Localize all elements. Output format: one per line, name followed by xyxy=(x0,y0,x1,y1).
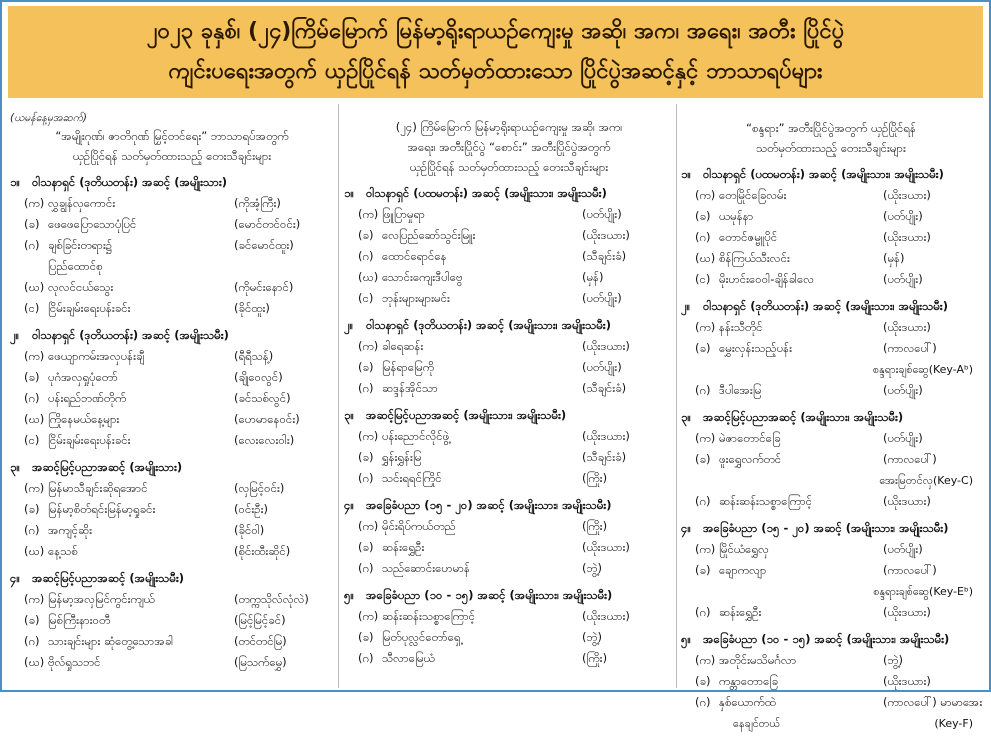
column-2 xyxy=(344,117,674,675)
song-title: မြန်မာ့စိတ်ရင်းမြန်မာ့ရှုခင်း xyxy=(48,502,156,516)
item-label: (ခ) xyxy=(695,674,711,688)
song-title: ဆဒ္ဒန်အိုင်သာ xyxy=(382,381,438,395)
music-scale: (သီချင်းခံ) xyxy=(582,249,627,263)
list-item xyxy=(10,256,334,277)
section-title: အခြေခံပညာ (၁၅ - ၂၀) အဆင့် (အမျိုးသား၊ အမျိုးသမီး) xyxy=(366,498,612,512)
item-label: (က) xyxy=(695,320,716,334)
item-label: (ဃ) xyxy=(24,412,45,426)
song-title: မဲဇာတောင်ခြေ xyxy=(719,431,781,445)
item-label: (ဂ) xyxy=(695,695,711,709)
music-scale: (ဝင်းဦး) xyxy=(234,502,269,516)
music-scale: (ယိုးဒယား) xyxy=(883,494,931,508)
item-label: (င) xyxy=(695,272,711,286)
item-label: (က) xyxy=(695,188,716,202)
music-scale: (ကာလပေါ်) xyxy=(883,563,937,577)
section-heading xyxy=(681,296,981,317)
music-scale: (မြင့်မြင့်ခင်) xyxy=(234,613,286,627)
list-item xyxy=(344,267,674,288)
song-title: ဖေယျာကမ်းအလှပန်းချီ xyxy=(48,349,145,363)
music-scale: (ကာလပေါ်) xyxy=(883,452,937,466)
column-divider xyxy=(676,104,677,688)
list-item xyxy=(10,298,334,319)
award-note: အေးမြတင်လှ(Key-C) xyxy=(879,474,973,487)
song-title: မြန်မာ့အလှမြင်ကွင်းကျယ် xyxy=(48,592,155,606)
song-title: နှစ်ယောက်ထဲ xyxy=(719,695,776,709)
song-title: ဗိုလ်ရှုသဘင် xyxy=(48,655,101,669)
intro-line: (၂၄) ကြိမ်မြောက် မြန်မာ့ရိုးရာယဉ်ကျေးမှု အဆို၊ အက၊ xyxy=(395,120,623,134)
music-scale: (ပတ်ပျိုး) xyxy=(582,360,622,374)
song-title: ပန်းညောင်လိုင်ဖွဲ့ xyxy=(382,429,450,443)
music-scale: (ယိုးဒယား) xyxy=(582,540,630,554)
column-1 xyxy=(10,108,334,679)
list-item xyxy=(10,499,334,520)
list-item xyxy=(681,428,981,449)
music-scale: (ဘွဲ့) xyxy=(883,653,904,667)
song-title: ဒီပါအေးမြ xyxy=(719,383,762,397)
award-key: (Key-F) xyxy=(934,717,973,730)
column-divider xyxy=(338,104,339,688)
item-label: (က) xyxy=(24,481,45,495)
section-title: အဆင့်မြင့်ပညာအဆင့် (အမျိုးသား၊ အမျိုးသမီး) xyxy=(703,410,904,424)
music-scale: (ကြိုး) xyxy=(582,519,608,533)
list-item xyxy=(681,248,981,269)
music-scale: (သီချင်းခံ) xyxy=(582,450,627,464)
item-label: (ခ) xyxy=(358,228,374,242)
music-scale: (ပတ်ပျိုး) xyxy=(883,383,923,397)
section-title: အခြေခံပညာ (၁၅ - ၂၀) အဆင့် (အမျိုးသား၊ အမျိုးသမီး) xyxy=(703,521,949,535)
list-item xyxy=(10,409,334,430)
item-label: (င) xyxy=(24,301,40,315)
section-heading xyxy=(681,407,981,428)
section-title: ဝါသနာရှင် (ဒုတိယတန်း) အဆင့် (အမျိုးသား၊ အမျိုးသမီး) xyxy=(366,318,611,332)
music-scale: (ဘွဲ့) xyxy=(582,561,603,575)
music-scale: (ယိုးဒယား) xyxy=(883,674,931,688)
item-label: (ခ) xyxy=(695,209,711,223)
music-scale: (ချိုဝေလွင်) xyxy=(234,370,283,384)
list-item xyxy=(681,449,981,470)
song-title: ဖူးရွှေလက်တင် xyxy=(719,452,782,466)
music-scale: (ပတ်ပျိုး) xyxy=(582,207,622,221)
section-number: ၃။ xyxy=(10,460,20,474)
section-number: ၅။ xyxy=(344,588,354,602)
section-heading xyxy=(681,164,981,185)
item-label: (ခ) xyxy=(24,217,40,231)
section-heading xyxy=(344,585,674,606)
list-item xyxy=(10,193,334,214)
spacer xyxy=(344,669,674,675)
music-scale: (မှန်) xyxy=(582,270,604,284)
music-scale: (ဘွဲ့) xyxy=(582,630,603,644)
item-label: (ခ) xyxy=(695,563,711,577)
award-note: စန္ဒရားချစ်ဆွေ(Key-Eᵇ) xyxy=(873,585,973,598)
section-title: ဝါသနာရှင် (ပထမတန်း) အဆင့် (အမျိုးသား၊ အမျိုးသမီး) xyxy=(366,186,607,200)
song-title: ဆန်းရွှေဦး xyxy=(719,605,762,619)
song-title: ဖေဖေပြောသောပုံပြင် xyxy=(48,217,137,231)
list-item xyxy=(344,558,674,579)
section-heading xyxy=(10,568,334,589)
music-scale: (မှန်) xyxy=(883,251,905,265)
song-title: ကန္တာတောခြေ xyxy=(719,674,778,688)
continued-note: (ယမန်နေ့မှအဆက်) xyxy=(10,112,88,124)
item-label: (ဂ) xyxy=(24,523,40,537)
list-item xyxy=(681,380,981,401)
section-title: ဝါသနာရှင် (ဒုတိယတန်း) အဆင့် (အမျိုးသား၊ အမျိုးသမီး) xyxy=(703,299,948,313)
music-scale: (ယိုးဒယား) xyxy=(582,228,630,242)
song-title: ဆန်းဆန်းသစ္စာကြောင့် xyxy=(382,609,476,623)
award-note xyxy=(681,713,981,734)
song-title: တောင်ဇမ္ဗူပိုင် xyxy=(719,230,778,244)
song-title: ဆန်းရွှေဦး xyxy=(382,540,425,554)
list-item xyxy=(344,537,674,558)
song-title: မြန်ရာမြေကို xyxy=(382,360,435,374)
list-item xyxy=(344,516,674,537)
song-title: ပန်းရည်ဘဏ်တိုက် xyxy=(48,391,127,405)
list-item xyxy=(10,235,334,256)
song-title: မိုးဟင်းဝေ၀ါ-ချိန်ခါလေ xyxy=(719,272,815,286)
music-scale: (ပတ်ပျိုး) xyxy=(883,272,923,286)
column-intro xyxy=(344,117,674,177)
section-list xyxy=(344,183,674,675)
list-item xyxy=(10,652,334,673)
list-item xyxy=(10,214,334,235)
list-item xyxy=(10,631,334,652)
list-item xyxy=(10,541,334,562)
item-label: (ဂ) xyxy=(695,230,711,244)
list-item xyxy=(344,378,674,399)
song-title: အတိုင်းမသိမင်္ဂလာ xyxy=(719,653,797,667)
song-title: သားချင်းများ ဆုံတွေ့သောအခါ xyxy=(48,634,174,648)
item-label: (ခ) xyxy=(358,630,374,644)
item-label: (က) xyxy=(24,196,45,210)
song-title: နေ့သစ် xyxy=(48,544,78,558)
music-scale: (ခိုင်ထူး) xyxy=(234,301,270,315)
song-title: ဆန်းဆန်းသစ္စာကြောင့် xyxy=(719,494,813,508)
section-list xyxy=(681,164,981,740)
section-title: ဝါသနာရှင် (ဒုတိယတန်း) အဆင့် (အမျိုးသမီး) xyxy=(32,328,229,342)
song-title: အကျင့်ဆိုး xyxy=(48,523,93,537)
section-number: ၂။ xyxy=(344,318,354,332)
section-heading xyxy=(344,405,674,426)
list-item xyxy=(10,367,334,388)
music-scale: (ရီရီသန့်) xyxy=(234,349,274,363)
item-label: (ခ) xyxy=(24,370,40,384)
section-heading xyxy=(344,315,674,336)
music-scale: (သီချင်းခံ) xyxy=(582,381,627,395)
music-scale: (ဟေမာနေဝင်း) xyxy=(234,412,300,426)
list-item xyxy=(344,426,674,447)
list-item xyxy=(344,288,674,309)
music-scale: (လှမြင့်ဝင်း) xyxy=(234,481,285,495)
intro-line: “အမျိုးဂုဏ်၊ ဇာတိဂုဏ် မြှင့်တင်ရေး” ဘာသာရပ်အတွက် xyxy=(55,129,289,143)
list-item xyxy=(344,627,674,648)
spacer xyxy=(681,734,981,740)
list-item xyxy=(681,692,981,713)
song-title: ရွှန်းရွှန်းမြ xyxy=(382,450,422,464)
section-heading xyxy=(344,183,674,204)
music-scale: (ယိုးဒယား) xyxy=(582,429,630,443)
song-title: ယမုန်နာ xyxy=(719,209,754,223)
list-item xyxy=(10,346,334,367)
song-title: တေမြိုင်ခြေလမ်း xyxy=(719,188,787,202)
item-label: (ခ) xyxy=(358,540,374,554)
intro-line: အရေး၊ အတီးပြိုင်ပွဲ “စောင်း” အတီးပြိုင်ပွဲအတွက် xyxy=(407,140,611,154)
list-item xyxy=(681,269,981,290)
music-scale: (စိုင်းထီးဆိုင်) xyxy=(234,544,291,558)
item-label: (က) xyxy=(358,339,379,353)
section-heading xyxy=(344,495,674,516)
song-title: လွှချွန်လှကောင်း xyxy=(48,196,116,210)
item-label: (က) xyxy=(24,349,45,363)
banner-line-1: ၂၀၂၃ ခုနှစ်၊ (၂၄)ကြိမ်မြောက် မြန်မာ့ရိုးရာယဉ်ကျေးမှု အဆို၊ အက၊ အရေး၊ အတီး ပြိုင်ပွဲ xyxy=(146,19,845,44)
section-number: ၃။ xyxy=(681,410,691,424)
music-scale: (ယိုးဒယား) xyxy=(883,188,931,202)
item-label: (ခ) xyxy=(695,341,711,355)
item-label: (ဃ) xyxy=(24,544,45,558)
list-item xyxy=(344,246,674,267)
list-item xyxy=(10,277,334,298)
music-scale: (မောင်တင်ဝင်း) xyxy=(234,217,301,231)
section-number: ၄။ xyxy=(344,498,354,512)
section-heading xyxy=(681,518,981,539)
column-intro xyxy=(10,126,334,166)
section-heading xyxy=(10,172,334,193)
item-label: (ခ) xyxy=(24,502,40,516)
section-title: ဝါသနာရှင် (ဒုတိယတန်း) အဆင့် (အမျိုးသား) xyxy=(32,175,228,189)
title-banner xyxy=(8,6,983,98)
column-3 xyxy=(681,108,981,740)
song-title: သည်ဆောင်းဟေမာန် xyxy=(382,561,470,575)
item-label: (ဂ) xyxy=(358,249,374,263)
item-label: (ဂ) xyxy=(24,238,40,252)
song-title: ဘုန်းများများမင်း xyxy=(382,291,450,305)
item-label: (က) xyxy=(695,431,716,445)
award-prefix: နေချင်တယ် xyxy=(733,717,781,730)
item-label: (က) xyxy=(358,429,379,443)
item-label: (ဂ) xyxy=(695,383,711,397)
song-title: ထောင်ရောင်နေ xyxy=(382,249,447,263)
song-title: မိုင်းရိပ်ကယ်တည် xyxy=(382,519,456,533)
music-scale: (ကိုအံ့ကြီး) xyxy=(234,196,281,210)
item-label: (ခ) xyxy=(695,452,711,466)
song-title: ပြည်ထောင်စု xyxy=(48,259,103,273)
list-item xyxy=(681,671,981,692)
item-label: (ဂ) xyxy=(358,651,374,665)
music-scale: (ယိုးဒယား) xyxy=(582,339,630,353)
intro-line: “စန္ဒရား” အတီးပြိုင်ပွဲအတွက် ယှဉ်ပြိုင်ရန် xyxy=(746,121,916,135)
list-item xyxy=(344,204,674,225)
list-item xyxy=(344,357,674,378)
song-title: နန်းသီတိုင် xyxy=(719,320,763,334)
list-item xyxy=(681,185,981,206)
intro-line: ယှဉ်ပြိုင်ရန် သတ်မှတ်ထားသည့် တေးသီချင်းများ xyxy=(409,160,609,174)
music-scale: (ယိုးဒယား) xyxy=(582,609,630,623)
music-scale: (ယိုးဒယား) xyxy=(883,605,931,619)
music-scale: (ပတ်ပျိုး) xyxy=(883,209,923,223)
song-title: မြစ်ကြီးနားဝတီ xyxy=(48,613,111,627)
music-scale: (ခင်သစ်လွင်) xyxy=(234,391,291,405)
music-scale: (ကာလပေါ်) မာမာအေး xyxy=(883,695,983,709)
section-title: အခြေခံပညာ (၁၀ - ၁၅) အဆင့် (အမျိုးသား၊ အမျိုးသမီး) xyxy=(366,588,613,602)
list-item xyxy=(344,336,674,357)
item-label: (င) xyxy=(358,291,374,305)
section-title: ဝါသနာရှင် (ပထမတန်း) အဆင့် (အမျိုးသား၊ အမျိုးသမီး) xyxy=(703,167,944,181)
item-label: (က) xyxy=(358,609,379,623)
section-heading xyxy=(10,325,334,346)
intro-line: ယှဉ်ပြိုင်ရန် သတ်မှတ်ထားသည့် တေးသီချင်းများ xyxy=(72,149,272,163)
music-scale: (ကိုမင်းနောင်) xyxy=(234,280,294,294)
section-number: ၁။ xyxy=(681,167,691,181)
music-scale: (ပတ်ပျိုး) xyxy=(883,431,923,445)
music-scale: (ယိုးဒယား) xyxy=(883,230,931,244)
song-title: ချစ်ခြင်းတရား၌ xyxy=(48,238,113,252)
music-scale: (မြသက်မွှေ) xyxy=(234,655,287,669)
music-scale: (ခိုင်ဝါ) xyxy=(234,523,265,537)
song-title: သင်းရရင်ကြိုင် xyxy=(382,471,442,485)
section-number: ၄။ xyxy=(681,521,691,535)
item-label: (ခ) xyxy=(358,360,374,374)
item-label: (က) xyxy=(24,592,45,606)
item-label: (ခ) xyxy=(24,613,40,627)
item-label: (ဂ) xyxy=(358,471,374,485)
song-title: ကြိုနေမယ်နေ့များ xyxy=(48,412,120,426)
music-scale: (ပတ်ပျိုး) xyxy=(883,542,923,556)
song-title: ခါရေဆန်း xyxy=(382,339,424,353)
song-title: မြတ်ပုလ္လင်တော်ရှေ့ xyxy=(382,630,461,644)
list-item xyxy=(681,650,981,671)
list-item xyxy=(344,648,674,669)
list-item xyxy=(681,560,981,581)
list-item xyxy=(681,491,981,512)
song-title: စိန်ကြယ်သီးလင်း xyxy=(719,251,790,265)
music-scale: (တက္ကသိုလ်လုံလဲ) xyxy=(234,592,309,606)
item-label: (ဃ) xyxy=(695,251,716,265)
list-item xyxy=(681,602,981,623)
list-item xyxy=(681,317,981,338)
column-intro xyxy=(681,118,981,158)
song-title: မြန်မာသီချင်းဆိုရအောင် xyxy=(48,481,148,495)
section-number: ၄။ xyxy=(10,571,20,585)
spacer xyxy=(10,673,334,679)
item-label: (က) xyxy=(358,519,379,533)
list-item xyxy=(681,227,981,248)
song-title: ငြိမ်းချမ်းရေးပန်းခင်း xyxy=(48,433,131,447)
section-heading xyxy=(10,457,334,478)
item-label: (ဂ) xyxy=(24,391,40,405)
song-title: လေပြည်ဆော်သွင်းမြူး xyxy=(382,228,476,242)
item-label: (ဃ) xyxy=(24,280,45,294)
song-title: မြိုင်ယံရွှေလှ xyxy=(719,542,769,556)
item-label: (က) xyxy=(358,207,379,221)
song-title: ချောကလျာ xyxy=(719,563,767,577)
section-title: အဆင့်မြင့်ပညာအဆင့် (အမျိုးသမီး) xyxy=(32,571,185,585)
section-number: ၁။ xyxy=(10,175,20,189)
section-number: ၁။ xyxy=(344,186,354,200)
section-list xyxy=(10,172,334,679)
intro-line: သတ်မှတ်ထားသည့် တေးသီချင်းများ xyxy=(756,141,906,155)
song-title: သောင်းကျေးဒီပါဗွေ xyxy=(382,270,463,284)
music-scale: (တင်တင်မြ) xyxy=(234,634,287,648)
item-label: (ခ) xyxy=(358,450,374,464)
list-item xyxy=(681,338,981,359)
item-label: (ဂ) xyxy=(695,605,711,619)
song-title: ငြိမ်းချမ်းရေးပန်းခင်း xyxy=(48,301,131,315)
award-note: စန္ဒရားချစ်ဆွေ(Key-Aᵇ) xyxy=(872,363,973,376)
list-item xyxy=(344,225,674,246)
music-scale xyxy=(234,256,334,277)
list-item xyxy=(10,520,334,541)
music-scale: (ကာလပေါ်) xyxy=(883,341,937,355)
section-number: ၅။ xyxy=(681,632,691,646)
music-scale: (ကြိုး) xyxy=(582,471,608,485)
music-scale: (ခင်မောင်ထူး) xyxy=(234,238,294,252)
list-item xyxy=(10,610,334,631)
music-scale: (ယိုးဒယား) xyxy=(883,320,931,334)
song-title: ဖြူပြာမှုရာ xyxy=(382,207,425,221)
section-number: ၂။ xyxy=(681,299,691,313)
list-item xyxy=(344,468,674,489)
item-label: (ဃ) xyxy=(358,270,379,284)
song-title: မွှေးလှန်းသည့်ပန်း xyxy=(719,341,793,355)
list-item xyxy=(344,447,674,468)
section-heading xyxy=(681,629,981,650)
list-item xyxy=(10,388,334,409)
item-label: (ဂ) xyxy=(695,494,711,508)
list-item xyxy=(10,430,334,451)
item-label: (က) xyxy=(695,542,716,556)
item-label xyxy=(10,256,48,277)
list-item xyxy=(344,606,674,627)
music-scale: (ကြိုး) xyxy=(582,651,608,665)
list-item xyxy=(10,589,334,610)
item-label: (က) xyxy=(695,653,716,667)
section-title: အခြေခံပညာ (၁၀ - ၁၅) အဆင့် (အမျိုးသား၊ အမျိုးသမီး) xyxy=(703,632,950,646)
song-title: လုလင်ငယ်သွေး xyxy=(48,280,114,294)
music-scale: (လေးလေးဝါး) xyxy=(234,433,295,447)
item-label: (ဂ) xyxy=(358,381,374,395)
section-number: ၃။ xyxy=(344,408,354,422)
item-label: (ဂ) xyxy=(358,561,374,575)
song-title: သီလာမြေယံ xyxy=(382,651,435,665)
section-number: ၂။ xyxy=(10,328,20,342)
music-scale: (ပတ်ပျိုး) xyxy=(582,291,622,305)
list-item xyxy=(681,539,981,560)
section-title: အဆင့်မြင့်ပညာအဆင့် (အမျိုးသား၊ အမျိုးသမီး) xyxy=(366,408,567,422)
item-label: (ဂ) xyxy=(24,634,40,648)
song-title: ပုဂံအလှရှုပုံတော် xyxy=(48,370,118,384)
list-item xyxy=(681,206,981,227)
section-title: အဆင့်မြင့်ပညာအဆင့် (အမျိုးသား) xyxy=(32,460,183,474)
item-label: (င) xyxy=(24,433,40,447)
banner-line-2: ကျင်းပရေးအတွက် ယှဉ်ပြိုင်ရန် သတ်မှတ်ထားသော ပြိုင်ပွဲအဆင့်နှင့် ဘာသာရပ်များ xyxy=(168,59,823,84)
list-item xyxy=(10,478,334,499)
item-label: (ဃ) xyxy=(24,655,45,669)
